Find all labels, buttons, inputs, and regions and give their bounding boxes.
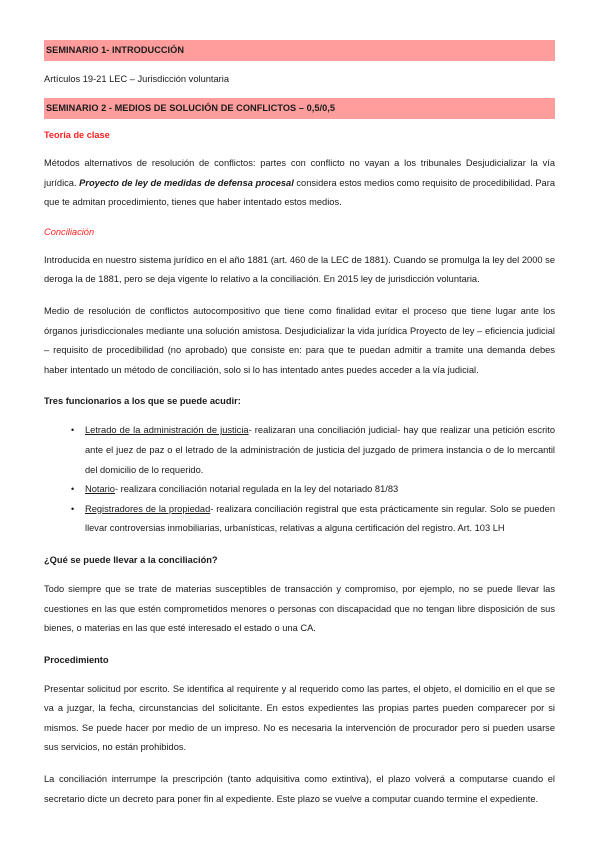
funcionarios-list xyxy=(44,421,555,539)
funcionario-term: Letrado de la administración de justicia xyxy=(85,425,249,436)
list-item xyxy=(85,421,555,480)
paragraph-conciliacion-definicion: Medio de resolución de conflictos autocompositivo que tiene como finalidad evitar el proceso que tiene lugar ante los órganos jurisdiccionales mediante una solución amistosa. Desjudicializar la vida jurídica Proyecto de ley – eficiencia judicial – requisito de procedibilidad (no aprobado) que consiste en: para que te puedan admitir a tramite una demanda debes haber intentado un método de conciliación, solo si lo has intentado antes puedes acceder a la vía judicial. xyxy=(44,305,555,375)
subheading-que-se-puede-llevar: ¿Qué se puede llevar a la conciliación? xyxy=(44,554,218,565)
funcionario-description: - realizara conciliación registral que esta prácticamente sin regular. Solo se pueden llevar controversias inmobiliarias, urbanísticas, relativas a alguna certificación del registro. Art. 103 LH xyxy=(85,503,556,534)
subheading-conciliacion: Conciliación xyxy=(44,226,95,237)
paragraph-materias-susceptibles: Todo siempre que se trate de materias susceptibles de transacción y compromiso, por ejemplo, no se puede llevar las cuestiones en las que estén comprometidos menores o personas con discapacidad que no tengan libre disposición de sus bienes, o materias en las que esté interesado el estado o una CA. xyxy=(44,583,555,634)
heading-seminario-2: SEMINARIO 2 - MEDIOS DE SOLUCIÓN DE CONFLICTOS – 0,5/0,5 xyxy=(44,98,555,119)
list-item xyxy=(85,500,555,539)
paragraph-conciliacion-historia: Introducida en nuestro sistema jurídico en el año 1881 (art. 460 de la LEC de 1881). Cuando se promulga la ley del 2000 se deroga la de 1881, pero se deja vigente lo relativo a la conciliación. En 2015 ley de jurisdicción voluntaria. xyxy=(44,254,555,285)
paragraph-metodos-part2: considera estos medios como requisito de procedibilidad. Para que te admitan procedimiento, tienes que haber intentado estos medios. xyxy=(44,177,555,208)
subheading-procedimiento: Procedimiento xyxy=(44,654,109,665)
funcionario-term: Registradores de la propiedad xyxy=(85,503,211,514)
list-item xyxy=(85,480,555,500)
paragraph-metodos-italic-law-title: Proyecto de ley de medidas de defensa procesal xyxy=(79,177,294,188)
paragraph-procedimiento-prescripcion: La conciliación interrumpe la prescripción (tanto adquisitiva como extintiva), el plazo volverá a computarse cuando el secretario dicte un decreto para poner fin al expediente. Este plazo se vuelve a computar cuando termine el expediente. xyxy=(44,774,555,804)
subheading-tres-funcionarios: Tres funcionarios a los que se puede acudir: xyxy=(44,396,241,407)
document-body xyxy=(44,40,555,809)
funcionario-description: - realizara conciliación notarial regulada en la ley del notariado 81/83 xyxy=(114,484,399,495)
articulos-reference-line: Artículos 19-21 LEC – Jurisdicción voluntaria xyxy=(44,74,229,84)
paragraph-metodos-alternativos xyxy=(44,154,555,213)
heading-seminario-1: SEMINARIO 1- INTRODUCCIÓN xyxy=(44,40,555,61)
paragraph-procedimiento-solicitud: Presentar solicitud por escrito. Se identifica al requirente y al requerido como las partes, el objeto, el domicilio en el que se va a juzgar, la fecha, circunstancias del solicitante. En estos expedientes las propias partes pueden comparecer por si mismos. Se puede hacer por medio de un impreso. No es necesaria la intervención de procurador pero si pueden usarse sus servicios, no están prohibidos. xyxy=(44,683,555,753)
funcionario-term: Notario xyxy=(85,484,115,495)
subheading-teoria-de-clase: Teoría de clase xyxy=(44,130,110,140)
paragraph-metodos-part1: Métodos alternativos de resolución de conflictos: partes con conflicto no vayan a los tribunales Desjudicializar la vía jurídica. xyxy=(44,158,555,188)
funcionario-description: - realizaran una conciliación judicial- hay que realizar una petición escrito ante el juez de paz o el letrado de la administración de justicia del juzgado de primera instancia o de lo mercantil del domicilio de lo requerido. xyxy=(85,425,555,475)
